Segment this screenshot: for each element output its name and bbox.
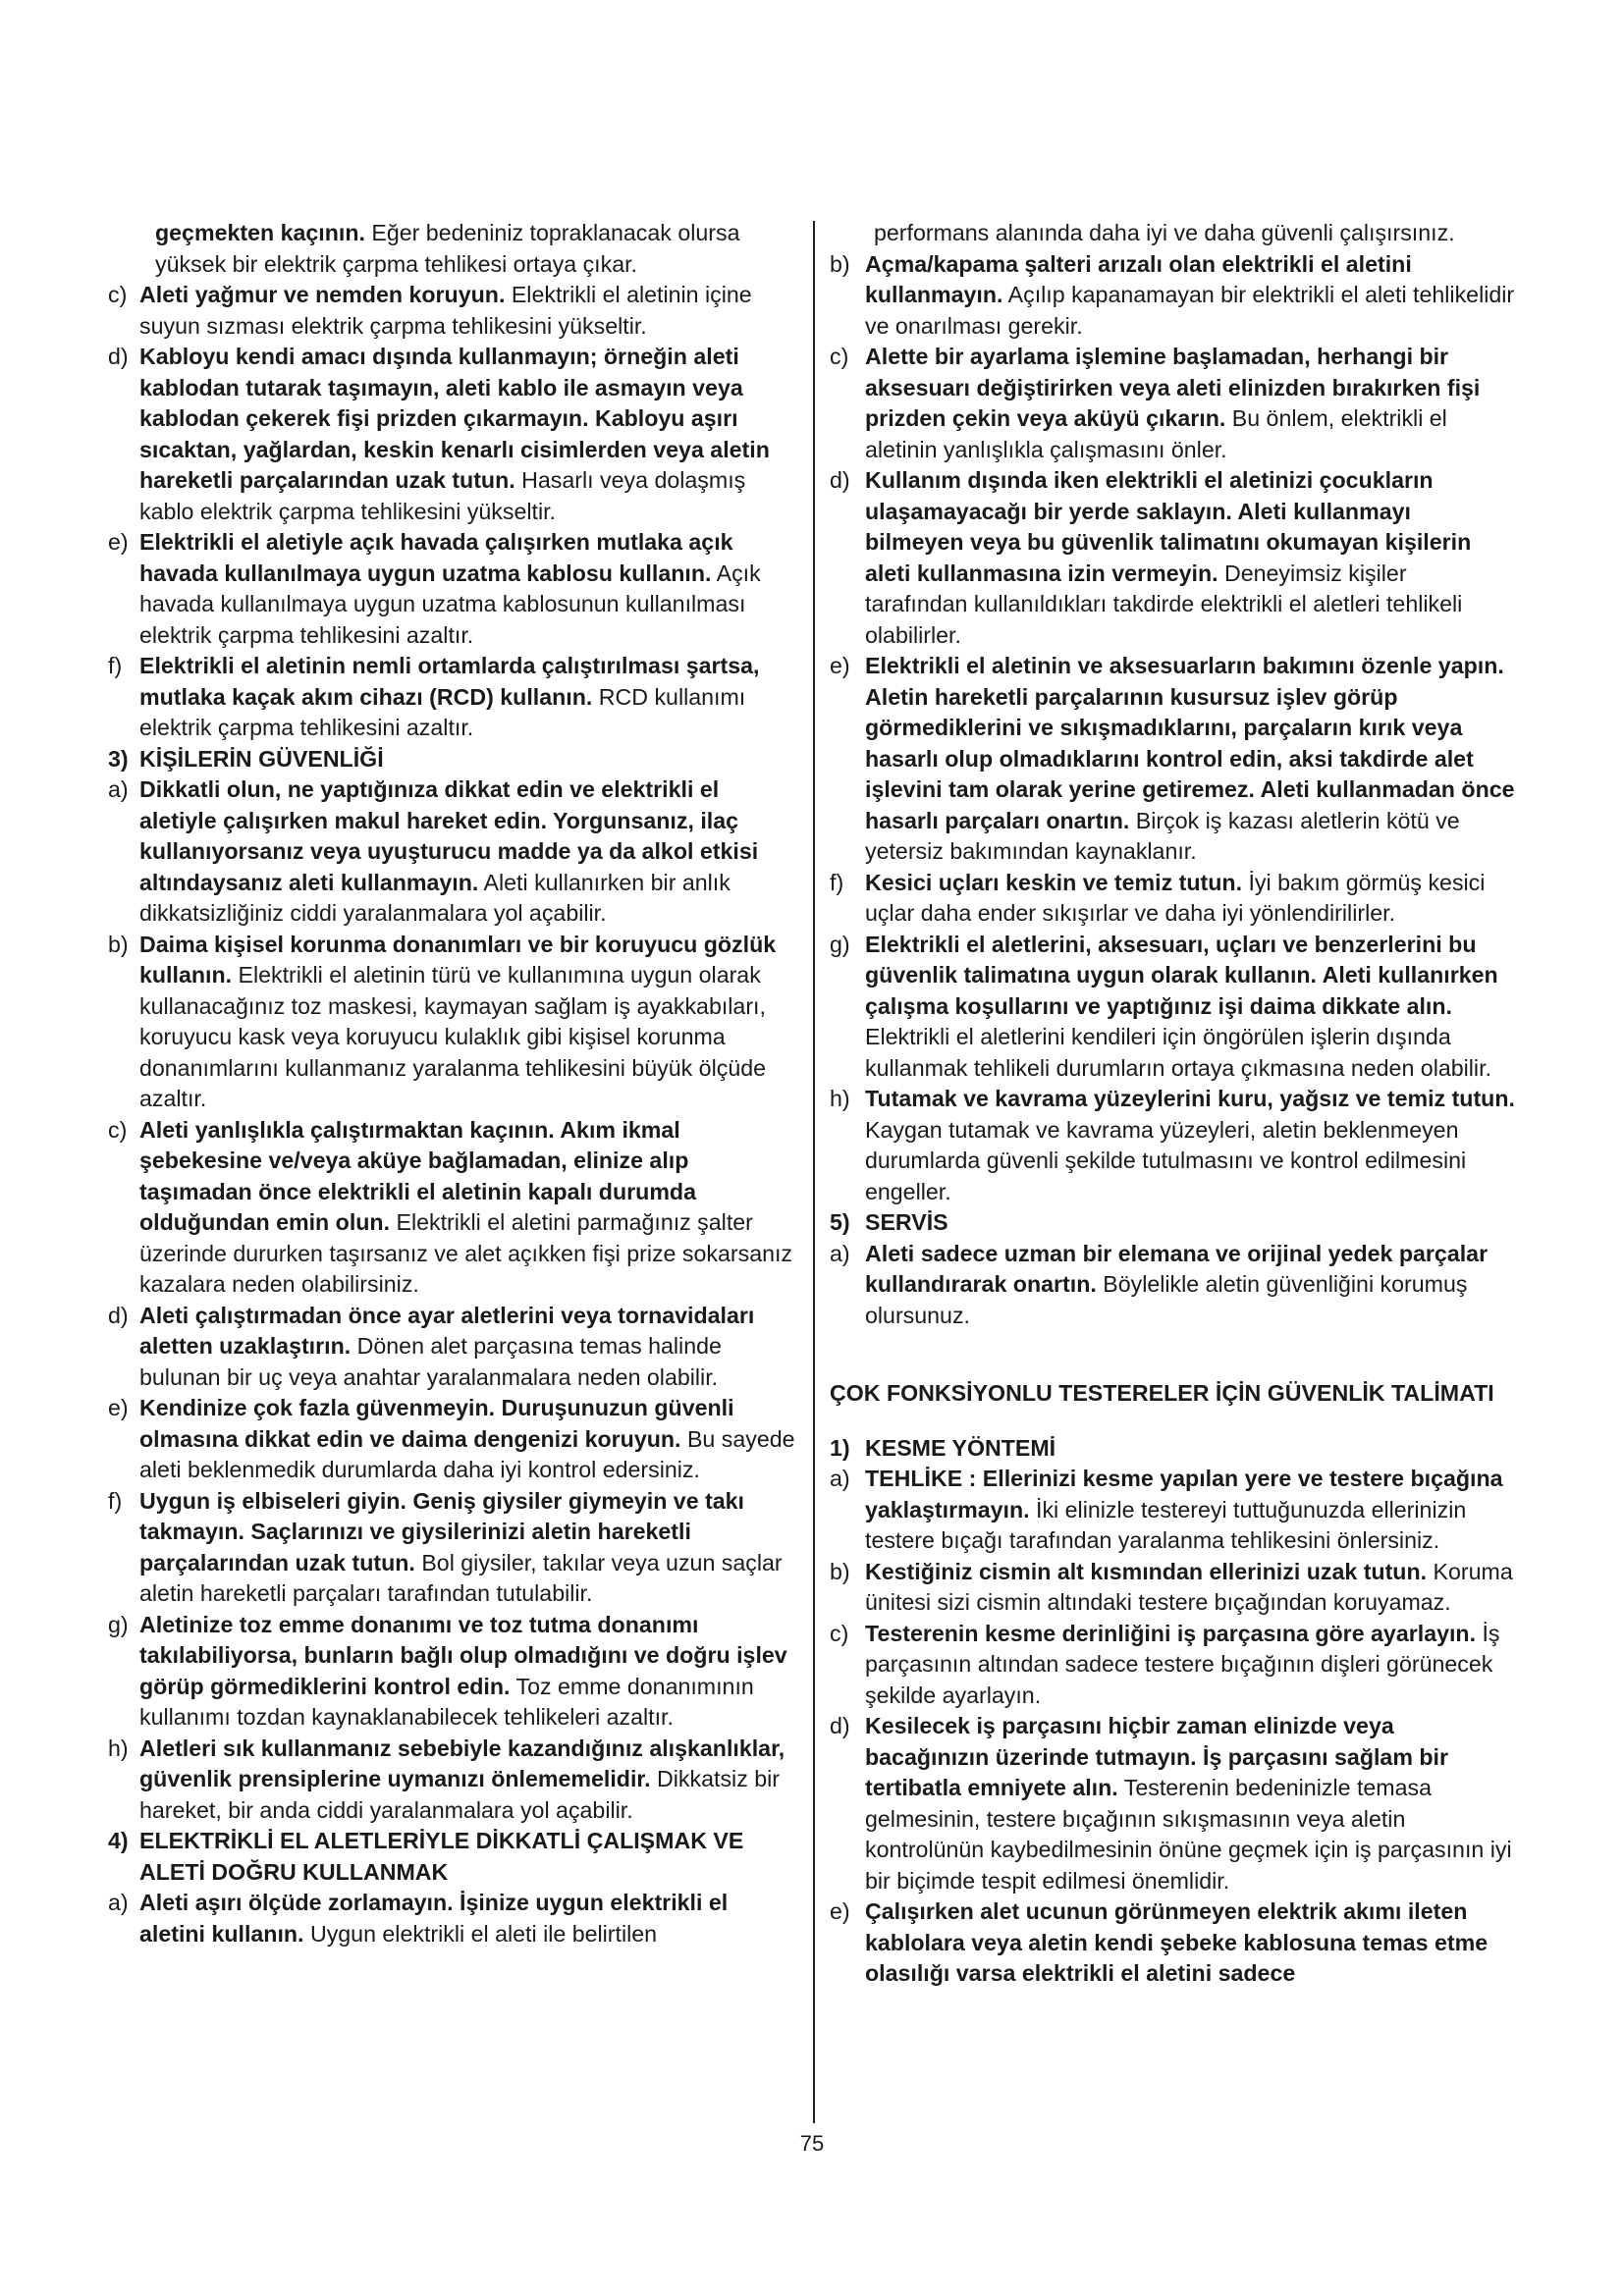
item-bold-text: Testerenin kesme derinliğini iş parçasına göre ayarlayın. — [865, 1620, 1477, 1646]
item-text: Bu sayede aleti beklenmedik durumlarda daha iyi kontrol edersiniz. — [139, 1425, 795, 1482]
item-body — [865, 1239, 1515, 1332]
item-body — [139, 1734, 795, 1827]
item-bold-text: Kesilecek iş parçasını hiçbir zaman elinizde veya bacağınızın üzerinde tutmayın. İş parçasını sağlam bir tertibatla emniyete alın. — [865, 1713, 1449, 1800]
item-text: Hasarlı veya dolaşmış kablo elektrik çarpma tehlikesini yükseltir. — [139, 467, 746, 524]
item-bold-text: Kesici uçları keskin ve temiz tutun. — [865, 869, 1243, 895]
item-body — [139, 1610, 795, 1734]
item-text: Testerenin bedeninizle temasa gelmesinin, testere bıçağının sıkışmasının veya aletin kontrolünün kaybedilmesinin önüne geçmek için iş parçasının iyi bir biçimde tespit edilmesi önemlidir. — [865, 1775, 1512, 1894]
item-label: a) — [108, 1890, 129, 1915]
item-bold-text: Açma/kapama şalteri arızalı olan elektrikli el aletini kullanmayın. — [865, 250, 1412, 307]
list-item — [830, 249, 1515, 343]
list-item — [108, 1301, 795, 1394]
item-label: d) — [108, 344, 129, 369]
list-item — [830, 1619, 1515, 1712]
item-label: e) — [830, 1898, 850, 1924]
list-item — [830, 930, 1515, 1085]
list-item — [108, 651, 795, 744]
item-text: Dikkatsiz bir hareket, bir anda ciddi yaralanmalara yol açabilir. — [139, 1766, 781, 1823]
item-label: e) — [108, 1395, 129, 1420]
list-item — [108, 1393, 795, 1486]
item-bold-text: Elektrikli el aletiyle açık havada çalışırken mutlaka açık havada kullanılmaya uygun uzatma kablosu kullanın. — [139, 529, 733, 586]
item-body — [865, 342, 1515, 465]
list-item — [108, 1115, 795, 1301]
item-text: Kaygan tutamak ve kavrama yüzeyleri, aletin beklenmeyen durumlarda güvenli şekilde tutulmasını ve kontrol edilmesini engeller. — [865, 1116, 1467, 1204]
section-3-heading: 3) KİŞİLERİN GÜVENLİĞİ — [108, 745, 384, 772]
item-text: Elektrikli el aletini parmağınız şalter üzerinde dururken taşırsanız ve alet açıkken fişi prize sokarsanız kazalara neden olabilirsiniz. — [139, 1209, 793, 1297]
item-body — [865, 1711, 1515, 1896]
item-text: İki elinizle testereyi tuttuğunuzda ellerinizin testere bıçağı tarafından yaralanma tehlikesini önlersiniz. — [865, 1496, 1467, 1553]
item-label: c) — [108, 1116, 128, 1143]
item-bold-text: Uygun iş elbiseleri giyin. Geniş giysiler giymeyin ve takı takmayın. Saçlarınızı ve giysilerinizi aletin hareketli parçalarından uzak tutun. — [139, 1487, 744, 1575]
item-text: Dönen alet parçasına temas halinde bulunan bir uç veya anahtar yaralanmalara neden olabilir. — [139, 1333, 722, 1390]
item-body — [865, 1464, 1515, 1557]
item-bold-text: Kendinize çok fazla güvenmeyin. Duruşunuzun güvenli olmasına dikkat edin ve daima dengenizi koruyun. — [139, 1395, 734, 1452]
list-item — [830, 465, 1515, 651]
item-bold-text: Aleti yanlışlıkla çalıştırmaktan kaçının. Akım ikmal şebekesine ve/veya aküye bağlamadan, elinize alıp taşımadan önce elektrikli el aletinin kapalı durumda olduğundan emin olun. — [139, 1116, 696, 1235]
item-label: a) — [830, 1466, 850, 1491]
item-bold-text: Aleti yağmur ve nemden koruyun. — [139, 282, 506, 307]
list-item — [830, 868, 1515, 930]
left-column — [108, 218, 795, 1949]
item-body — [139, 774, 795, 930]
item-label: d) — [108, 1302, 129, 1328]
list-item — [108, 1610, 795, 1734]
item-text: Açılıp kapanamayan bir elektrikli el aleti tehlikelidir ve onarılması gerekir. — [865, 282, 1515, 339]
item-bold-text: Aletleri sık kullanmanız sebebiyle kazandığınız alışkanlıklar, güvenlik prensiplerine uymanızı önlememelidir. — [139, 1735, 785, 1791]
item-bold-text: Aleti aşırı ölçüde zorlamayın. İşinize uygun elektrikli el aletini kullanın. — [139, 1890, 729, 1947]
list-item — [830, 1896, 1515, 1990]
item-body — [139, 1301, 795, 1394]
item-body — [865, 1896, 1515, 1990]
item-body — [139, 930, 795, 1115]
item-body — [139, 1393, 795, 1486]
item-text: Aleti kullanırken bir anlık dikkatsizliğiniz ciddi yaralanmalara yol açabilir. — [139, 869, 731, 926]
item-bold-text: Kullanım dışında iken elektrikli el aletinizi çocukların ulaşamayacağı bir yerde saklayın. Aleti kullanmayı bilmeyen veya bu güvenlik talimatını okumayan kişilerin aleti kullanmasına izin vermeyin. — [865, 467, 1472, 586]
list-item — [108, 930, 795, 1115]
item-bold-text: TEHLİKE : Ellerinizi kesme yapılan yere ve testere bıçağına yaklaştırmayın. — [865, 1466, 1503, 1522]
item-label: d) — [830, 467, 850, 493]
item-label: e) — [830, 653, 850, 678]
list-item — [830, 1464, 1515, 1557]
item-body — [139, 1115, 795, 1301]
list-item — [830, 1711, 1515, 1896]
column-divider — [813, 221, 815, 2123]
item-body — [139, 651, 795, 744]
item-body — [139, 342, 795, 527]
item-label: a) — [830, 1240, 850, 1266]
item-label: h) — [108, 1735, 129, 1761]
item-label: f) — [108, 653, 123, 678]
list-item — [108, 774, 795, 930]
item-label: c) — [830, 344, 849, 369]
list-item — [830, 651, 1515, 868]
list-item — [108, 1734, 795, 1827]
item-text: Bu önlem, elektrikli el aletinin yanlışlıkla çalışmasını önler. — [865, 405, 1447, 462]
item-text: Uygun elektrikli el aleti ile belirtilen — [303, 1920, 658, 1947]
item-body — [139, 1486, 795, 1610]
item-body — [139, 280, 795, 342]
item-bold-text: Elektrikli el aletlerini, aksesuarı, uçları ve benzerlerini bu güvenlik talimatına uygun olarak kullanın. Aleti kullanırken çalışma koşullarını ve yaptığınız işi daima dikkate alın. — [865, 931, 1498, 1019]
list-item — [108, 342, 795, 527]
item-body — [139, 527, 795, 651]
left-continued-text: geçmekten kaçının. Eğer bedeniniz topraklanacak olursa yüksek bir elektrik çarpma tehlikesi ortaya çıkar. — [155, 220, 740, 277]
item-bold-text: Alette bir ayarlama işlemine başlamadan, herhangi bir aksesuarı değiştirirken veya aleti elinizden bırakırken fişi prizden çekin veya aküyü çıkarın. — [865, 344, 1481, 431]
section-5-heading: 5) SERVİS — [830, 1209, 948, 1235]
item-label: d) — [830, 1713, 850, 1738]
item-text: Elektrikli el aletlerini kendileri için öngörülen işlerin dışında kullanmak tehlikeli durumların ortaya çıkmasına neden olabilir. — [865, 1024, 1491, 1081]
item-bold-text: Çalışırken alet ucunun görünmeyen elektrik akımı ileten kablolara veya aletin kendi şebeke kablosuna temas etme olasılığı varsa elektrikli el aletini sadece — [865, 1898, 1489, 1986]
item-body — [865, 1557, 1515, 1619]
right-continued-text: performans alanında daha iyi ve daha güvenli çalışırsınız. — [874, 220, 1455, 245]
item-body — [865, 249, 1515, 343]
item-label: h) — [830, 1086, 850, 1111]
saw-safety-heading: ÇOK FONKSİYONLU TESTERELER İÇİN GÜVENLİK TALİMATI — [830, 1380, 1494, 1406]
item-bold-text: Elektrikli el aletinin ve aksesuarların bakımını özenle yapın. Aletin hareketli parçalarının kusursuz işlev görüp görmediklerini ve sıkışmadıklarını, parçaların kırık veya hasarlı olup olmadıklarını kontrol edin, aksi takdirde alet işlevini tam olarak yerine getiremez. Aleti kullanmadan önce hasarlı parçaları onartın. — [865, 653, 1515, 833]
list-item — [108, 1486, 795, 1610]
item-label: g) — [830, 931, 850, 957]
item-label: g) — [108, 1611, 129, 1637]
list-item — [830, 1557, 1515, 1619]
item-bold-text: Aleti çalıştırmadan önce ayar aletlerini veya tornavidaları aletten uzaklaştırın. — [139, 1302, 755, 1359]
item-label: c) — [830, 1620, 849, 1646]
list-item — [108, 527, 795, 651]
item-text: RCD kullanımı elektrik çarpma tehlikesini azaltır. — [139, 683, 746, 740]
item-bold-text: Kestiğiniz cismin alt kısmından ellerinizi uzak tutun. — [865, 1558, 1428, 1584]
item-bold-text: Tutamak ve kavrama yüzeylerini kuru, yağsız ve temiz tutun. — [865, 1086, 1515, 1111]
item-text: Böylelikle aletin güvenliğini korumuş olursunuz. — [865, 1271, 1468, 1328]
item-label: b) — [108, 931, 129, 957]
item-text: İş parçasının altından sadece testere bıçağının dişleri görünecek şekilde ayarlayın. — [865, 1620, 1500, 1708]
right-column — [830, 218, 1515, 1990]
item-label: f) — [830, 869, 844, 895]
section-4-heading: 4) ELEKTRİKLİ EL ALETLERİYLE DİKKATLİ ÇALIŞMAK VE ALETİ DOĞRU KULLANMAK — [108, 1828, 744, 1885]
list-item — [830, 1239, 1515, 1332]
item-text: Birçok iş kazası aletlerin kötü ve yetersiz bakımından kaynaklanır. — [865, 807, 1460, 864]
item-label: b) — [830, 250, 850, 277]
item-label: e) — [108, 529, 129, 555]
item-text: Açık havada kullanılmaya uygun uzatma kablosunun kullanılması elektrik çarpma tehlikesini azaltır. — [139, 560, 761, 648]
item-bold-text: Kabloyu kendi amacı dışında kullanmayın; örneğin aleti kablodan tutarak taşımayın, aleti kablo ile asmayın veya kablodan çekerek fişi prizden çıkarmayın. Kabloyu aşırı sıcaktan, yağlardan, keskin kenarlı cisimlerden veya aletin hareketli parçalarından uzak tutun. — [139, 344, 770, 493]
item-body — [865, 651, 1515, 868]
item-text: Elektrikli el aletinin türü ve kullanımına uygun olarak kullanacağınız toz maskesi, kaymayan sağlam iş ayakkabıları, koruyucu kask veya koruyucu kulaklık gibi kişisel korunma donanımlarını kullanmanız yaralanma tehlikesini büyük ölçüde azaltır. — [139, 962, 767, 1111]
item-label: f) — [108, 1487, 123, 1514]
item-body — [865, 1619, 1515, 1712]
item-text: İyi bakım görmüş kesici uçlar daha ender sıkışırlar ve daha iyi yönlendirilirler. — [865, 869, 1486, 926]
item-body — [865, 930, 1515, 1085]
item-text: Koruma ünitesi sizi cismin altındaki testere bıçağından koruyamaz. — [865, 1558, 1513, 1615]
item-label: a) — [108, 776, 129, 802]
list-item — [108, 1888, 795, 1949]
item-bold-text: Aletinize toz emme donanımı ve toz tutma donanımı takılabiliyorsa, bunların bağlı olup olmadığını ve doğru işlev görüp görmediklerini kontrol edin. — [139, 1611, 787, 1699]
item-label: b) — [830, 1558, 850, 1584]
item-body — [865, 868, 1515, 930]
item-bold-text: Daima kişisel korunma donanımları ve bir koruyucu gözlük kullanın. — [139, 931, 777, 988]
item-bold-text: Elektrikli el aletinin nemli ortamlarda çalıştırılması şartsa, mutlaka kaçak akım cihazı (RCD) kullanın. — [139, 653, 760, 710]
item-text: Bol giysiler, takılar veya uzun saçlar aletin hareketli parçaları tarafından tutulabilir. — [139, 1549, 783, 1606]
item-body — [139, 1888, 795, 1949]
item-text: Deneyimsiz kişiler tarafından kullanıldıkları takdirde elektrikli el aletleri tehlikeli olabilirler. — [865, 560, 1463, 648]
item-body — [865, 465, 1515, 651]
item-label: c) — [108, 282, 128, 307]
list-item — [830, 1084, 1515, 1207]
item-bold-text: Aleti sadece uzman bir elemana ve orijinal yedek parçalar kullandırarak onartın. — [865, 1240, 1489, 1297]
item-body — [865, 1084, 1515, 1207]
list-item — [830, 342, 1515, 465]
list-item — [108, 280, 795, 342]
section-1-heading: 1) KESME YÖNTEMİ — [830, 1434, 1056, 1461]
item-text: Elektrikli el aletinin içine suyun sızması elektrik çarpma tehlikesini yükseltir. — [139, 282, 752, 339]
item-text: Toz emme donanımının kullanımı tozdan kaynaklanabilecek tehlikeleri azaltır. — [139, 1673, 754, 1730]
item-bold-text: Dikkatli olun, ne yaptığınıza dikkat edin ve elektrikli el aletiyle çalışırken makul hareket edin. Yorgunsanız, ilaç kullanıyorsanız veya uyuşturucu madde ya da alkol etkisi altındaysanız aleti kullanmayın. — [139, 776, 759, 895]
page-number: 75 — [799, 2131, 825, 2156]
